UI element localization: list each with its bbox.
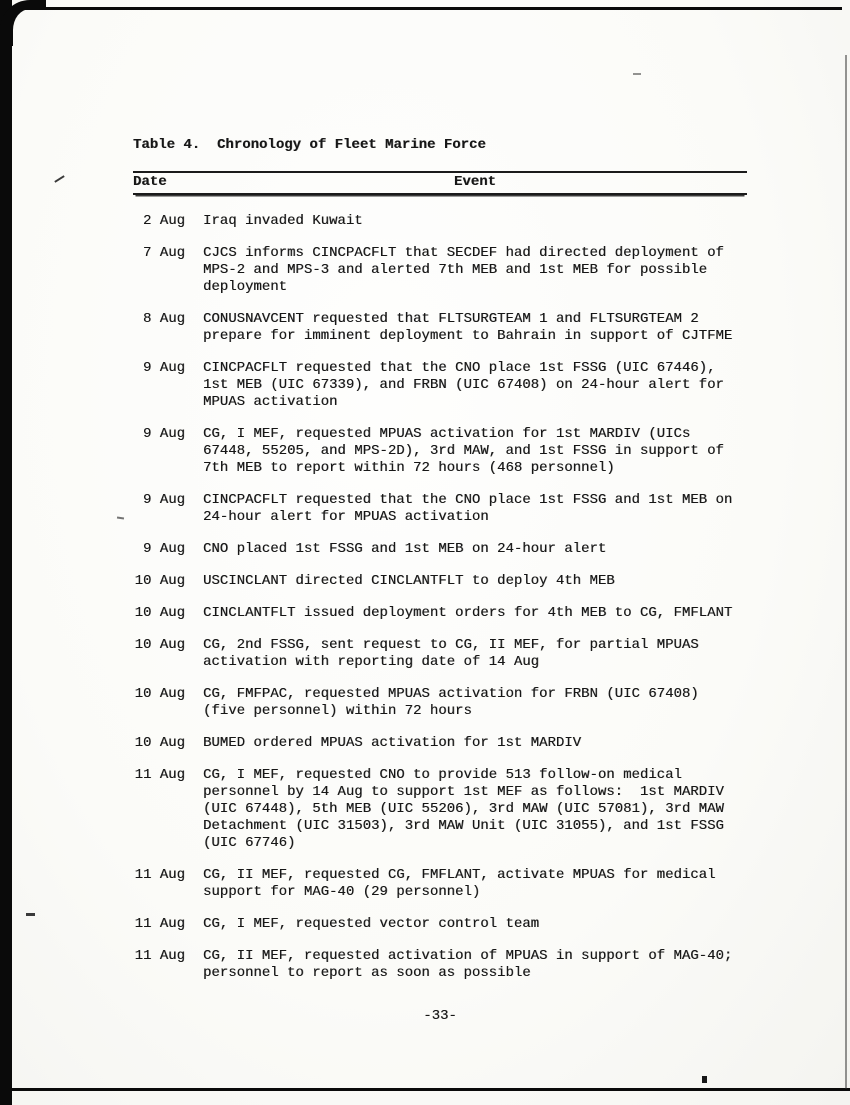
entry-date: 9 Aug (142, 492, 185, 508)
entry-date: 2 Aug (142, 213, 185, 229)
entry-date: 9 Aug (142, 541, 185, 557)
table-row (133, 541, 747, 558)
column-header-event: Event (453, 174, 496, 190)
entry-event: CINCPACFLT requested that the CNO place 1st FSSG (UIC 67446), 1st MEB (UIC 67339), and FRBN (UIC 67408) on 24-hour alert for MPUAS activation (203, 360, 733, 410)
entry-event: CG, FMFPAC, requested MPUAS activation for FRBN (UIC 67408) (five personnel) within 72 hours (203, 686, 708, 719)
entry-event: USCINCLANT directed CINCLANTFLT to deploy 4th MEB (203, 573, 615, 589)
table-row (133, 492, 747, 526)
table-row (133, 311, 747, 345)
column-header-date: Date (133, 174, 167, 190)
table-row (133, 213, 747, 230)
chronology-entries (133, 213, 747, 982)
entry-date: 9 Aug (142, 426, 185, 442)
entry-date: 11 Aug (134, 867, 185, 883)
scan-edge-right (845, 55, 847, 1089)
entry-event: Iraq invaded Kuwait (203, 213, 363, 229)
entry-event: CG, I MEF, requested CNO to provide 513 follow-on medical personnel by 14 Aug to support 1st MEF as follows: 1st MARDIV (UIC 67448), 5th MEB (UIC 55206), 3rd MAW (UIC 57081), 3rd MAW Detachment (UIC 31503), 3rd MAW Unit (UIC 31055), and 1st FSSG (UIC 67746) (203, 767, 733, 851)
table-row (133, 426, 747, 477)
entry-date: 10 Aug (134, 637, 185, 653)
entry-event: CINCPACFLT requested that the CNO place 1st FSSG and 1st MEB on 24-hour alert for MPUAS activation (203, 492, 741, 525)
entry-date: 9 Aug (142, 360, 185, 376)
entry-event: CG, II MEF, requested CG, FMFLANT, activate MPUAS for medical support for MAG-40 (29 personnel) (203, 867, 724, 900)
scan-mark (702, 1076, 707, 1083)
entry-date: 10 Aug (134, 686, 185, 702)
entry-date: 10 Aug (134, 573, 185, 589)
table-header (133, 171, 747, 195)
table-row (133, 245, 747, 296)
entry-event: CG, II MEF, requested activation of MPUAS in support of MAG-40; personnel to report as soon as possible (203, 948, 741, 981)
table-row (133, 948, 747, 982)
scan-edge-bottom (10, 1088, 850, 1091)
entry-date: 10 Aug (134, 605, 185, 621)
entry-event: CNO placed 1st FSSG and 1st MEB on 24-hour alert (203, 541, 607, 557)
table-row (133, 916, 747, 933)
scan-mark (54, 175, 64, 183)
table-row (133, 605, 747, 622)
entry-date: 7 Aug (142, 245, 185, 261)
entry-date: 11 Aug (134, 916, 185, 932)
table-row (133, 867, 747, 901)
table-row (133, 573, 747, 590)
table-title: Table 4. Chronology of Fleet Marine Force (133, 137, 486, 153)
scan-mark (26, 913, 35, 916)
entry-event: CJCS informs CINCPACFLT that SECDEF had directed deployment of MPS-2 and MPS-3 and alerted 7th MEB and 1st MEB for possible deployment (203, 245, 733, 295)
entry-event: CG, I MEF, requested vector control team (203, 916, 540, 932)
scan-mark (633, 73, 641, 75)
entry-date: 11 Aug (134, 767, 185, 783)
table-row (133, 767, 747, 852)
table-row (133, 360, 747, 411)
table-row (133, 686, 747, 720)
table-row (133, 637, 747, 671)
entry-date: 8 Aug (142, 311, 185, 327)
page-number: -33- (423, 1008, 457, 1024)
scan-mark (117, 517, 124, 520)
entry-date: 11 Aug (134, 948, 185, 964)
scan-edge-top (10, 7, 842, 10)
entry-event: BUMED ordered MPUAS activation for 1st MARDIV (203, 735, 582, 751)
entry-event: CINCLANTFLT issued deployment orders for 4th MEB to CG, FMFLANT (203, 605, 733, 621)
entry-date: 10 Aug (134, 735, 185, 751)
scan-edge-left (0, 0, 12, 1105)
entry-event: CG, 2nd FSSG, sent request to CG, II MEF, for partial MPUAS activation with reporting date of 14 Aug (203, 637, 708, 670)
document-content (133, 137, 747, 982)
entry-event: CG, I MEF, requested MPUAS activation for 1st MARDIV (UICs 67448, 55205, and MPS-2D), 3rd MAW, and 1st FSSG in support of 7th MEB to report within 72 hours (468 personnel) (203, 426, 733, 476)
entry-event: CONUSNAVCENT requested that FLTSURGTEAM 1 and FLTSURGTEAM 2 prepare for imminent deployment to Bahrain in support of CJTFME (203, 311, 733, 344)
table-row (133, 735, 747, 752)
